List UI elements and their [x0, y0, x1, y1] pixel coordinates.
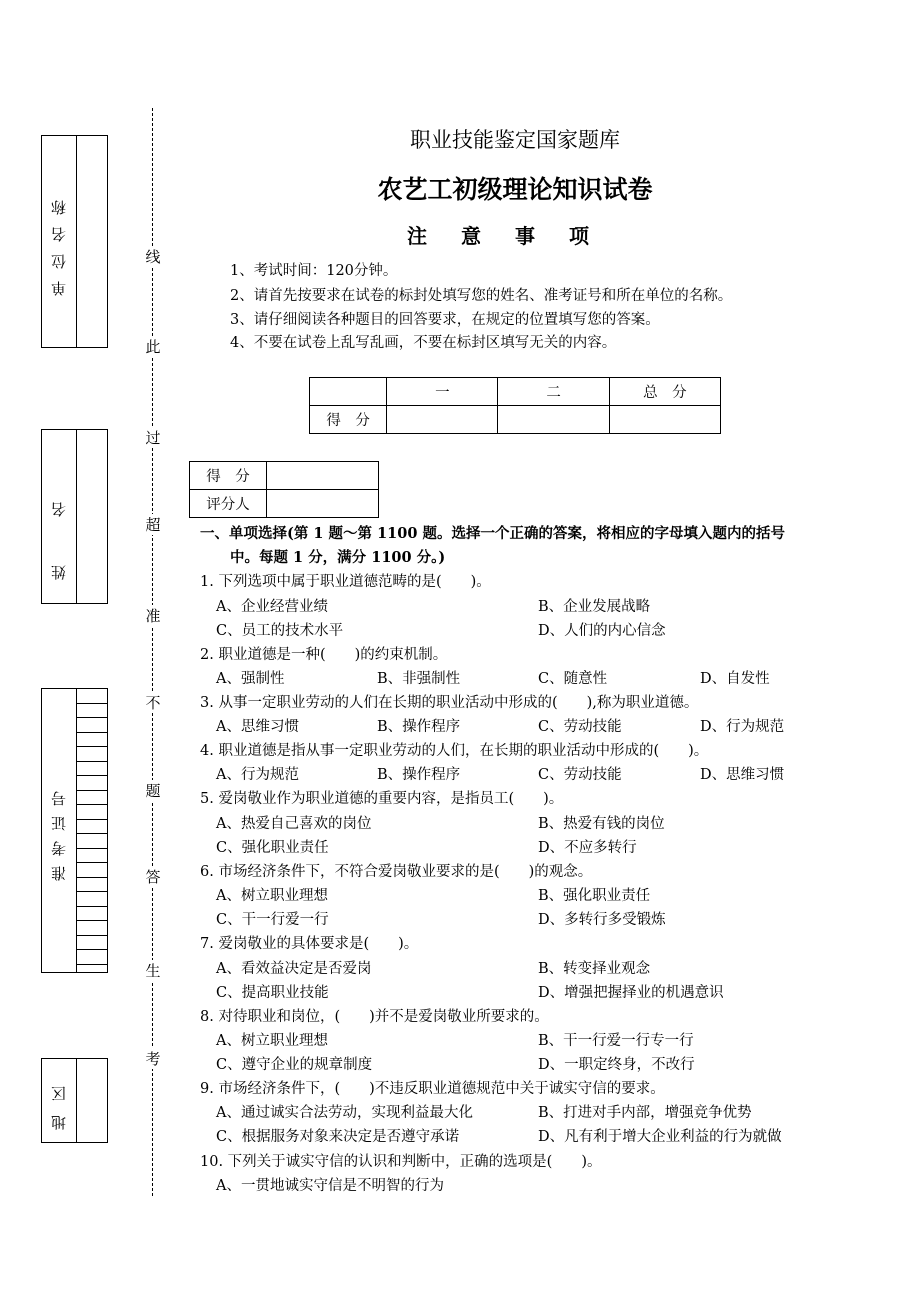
question-option[interactable]: C、劳动技能	[538, 767, 622, 783]
question-stem: 4. 职业道德是指从事一定职业劳动的人们，在长期的职业活动中形成的( )。	[200, 743, 709, 759]
question-option[interactable]: A、行为规范	[216, 767, 299, 783]
question-stem: 9. 市场经济条件下，( )不违反职业道德规范中关于诚实守信的要求。	[200, 1081, 665, 1097]
seal-char: 不	[142, 692, 164, 713]
note-item: 4、不要在试卷上乱写乱画，不要在标封区填写无关的内容。	[230, 335, 617, 351]
question-option[interactable]: B、转变择业观念	[538, 961, 651, 977]
question-option[interactable]: A、思维习惯	[216, 719, 299, 735]
question-option[interactable]: D、增强把握择业的机遇意识	[538, 985, 724, 1001]
question-option[interactable]: B、热爱有钱的岗位	[538, 816, 665, 832]
region-box	[41, 1058, 108, 1143]
question-option[interactable]: D、多转行多受锻炼	[538, 912, 666, 928]
question-option[interactable]: D、行为规范	[700, 719, 785, 735]
question-stem: 10. 下列关于诚实守信的认识和判断中，正确的选项是( )。	[200, 1154, 602, 1170]
question-option[interactable]: B、操作程序	[377, 767, 461, 783]
question-stem: 7. 爱岗敬业的具体要求是( )。	[200, 936, 419, 952]
seal-char: 答	[142, 866, 164, 887]
question-option[interactable]: A、看效益决定是否爱岗	[216, 961, 372, 977]
note-item: 3、请仔细阅读各种题目的回答要求，在规定的位置填写您的答案。	[230, 312, 660, 328]
exam-number-grid[interactable]	[76, 689, 107, 972]
region-field[interactable]	[76, 1059, 77, 1142]
question-option[interactable]: C、员工的技术水平	[216, 623, 344, 639]
question-option[interactable]: C、随意性	[538, 671, 608, 687]
question-stem: 8. 对待职业和岗位，( )并不是爱岗敬业所要求的。	[200, 1009, 549, 1025]
question-option[interactable]: D、凡有利于增大企业利益的行为就做	[538, 1129, 782, 1145]
question-stem: 5. 爱岗敬业作为职业道德的重要内容，是指员工( )。	[200, 791, 564, 807]
score-header-cell: 一	[387, 378, 498, 406]
question-option[interactable]: D、不应多转行	[538, 840, 637, 856]
grader-table	[189, 461, 379, 518]
score-cell[interactable]	[387, 406, 498, 434]
question-stem: 3. 从事一定职业劳动的人们在长期的职业活动中形成的( ),称为职业道德。	[200, 695, 699, 711]
question-option[interactable]: C、遵守企业的规章制度	[216, 1057, 373, 1073]
question-option[interactable]: B、干一行爱一行专一行	[538, 1033, 694, 1049]
score-cell[interactable]	[498, 406, 609, 434]
exam-title: 农艺工初级理论知识试卷	[377, 175, 653, 204]
question-option[interactable]: B、打进对手内部，增强竞争优势	[538, 1105, 752, 1121]
question-option[interactable]: C、根据服务对象来决定是否遵守承诺	[216, 1129, 460, 1145]
question-option[interactable]: A、通过诚实合法劳动，实现利益最大化	[216, 1105, 473, 1121]
question-option[interactable]: A、树立职业理想	[216, 888, 328, 904]
question-option[interactable]: C、强化职业责任	[216, 840, 329, 856]
exam-bank-subtitle: 职业技能鉴定国家题库	[410, 128, 620, 152]
grader-name-label: 评分人	[190, 490, 267, 518]
seal-char: 此	[142, 336, 164, 357]
note-item: 2、请首先按要求在试卷的标封处填写您的姓名、准考证号和所在单位的名称。	[230, 288, 733, 304]
question-option[interactable]: A、企业经营业绩	[216, 599, 328, 615]
score-cell[interactable]	[609, 406, 720, 434]
seal-char: 准	[142, 605, 164, 626]
question-option[interactable]: B、非强制性	[377, 671, 461, 687]
question-option[interactable]: A、树立职业理想	[216, 1033, 328, 1049]
exam-number-box	[41, 688, 108, 973]
note-item: 1、考试时间：120分钟。	[230, 263, 398, 279]
question-option[interactable]: A、强制性	[216, 671, 285, 687]
question-option[interactable]: D、思维习惯	[700, 767, 785, 783]
seal-char: 线	[142, 246, 164, 267]
score-header-cell: 总 分	[609, 378, 720, 406]
section-heading-line: 中。每题 1 分，满分 1100 分。)	[230, 549, 446, 566]
exam-number-label: 准考证号	[50, 780, 68, 881]
seal-char: 过	[142, 427, 164, 448]
score-row-label: 得 分	[310, 406, 387, 434]
grader-name-cell[interactable]	[267, 490, 379, 518]
question-stem: 1. 下列选项中属于职业道德范畴的是( )。	[200, 574, 491, 590]
score-summary-table	[309, 377, 721, 434]
question-option[interactable]: B、企业发展战略	[538, 599, 651, 615]
name-box	[41, 429, 108, 604]
unit-name-label: 单位名称	[50, 187, 68, 296]
question-option[interactable]: D、一职定终身，不改行	[538, 1057, 695, 1073]
seal-char: 生	[142, 960, 164, 981]
seal-char: 超	[142, 514, 164, 535]
seal-line	[152, 108, 153, 1196]
score-header-cell	[310, 378, 387, 406]
question-option[interactable]: D、人们的内心信念	[538, 623, 666, 639]
question-option[interactable]: D、自发性	[700, 671, 770, 687]
question-option[interactable]: C、劳动技能	[538, 719, 622, 735]
name-field[interactable]	[76, 430, 77, 603]
question-stem: 2. 职业道德是一种( )的约束机制。	[200, 647, 448, 663]
question-option[interactable]: C、干一行爱一行	[216, 912, 329, 928]
question-stem: 6. 市场经济条件下，不符合爱岗敬业要求的是( )的观念。	[200, 864, 593, 880]
notice-title: 注意事项	[407, 224, 623, 248]
section-heading	[200, 522, 840, 570]
question-option[interactable]: A、热爱自己喜欢的岗位	[216, 816, 372, 832]
name-label: 姓名	[50, 453, 68, 580]
question-option[interactable]: B、操作程序	[377, 719, 461, 735]
question-option[interactable]: C、提高职业技能	[216, 985, 329, 1001]
question-option[interactable]: A、一贯地诚实守信是不明智的行为	[216, 1178, 444, 1194]
grader-score-cell[interactable]	[267, 462, 379, 490]
seal-char: 题	[142, 780, 164, 801]
section-heading-line: 一、单项选择(第 1 题～第 1100 题。选择一个正确的答案，将相应的字母填入题内的括号	[200, 525, 785, 542]
seal-char: 考	[142, 1048, 164, 1069]
score-header-cell: 二	[498, 378, 609, 406]
question-option[interactable]: B、强化职业责任	[538, 888, 651, 904]
grader-score-label: 得 分	[190, 462, 267, 490]
region-label: 地区	[50, 1071, 68, 1130]
